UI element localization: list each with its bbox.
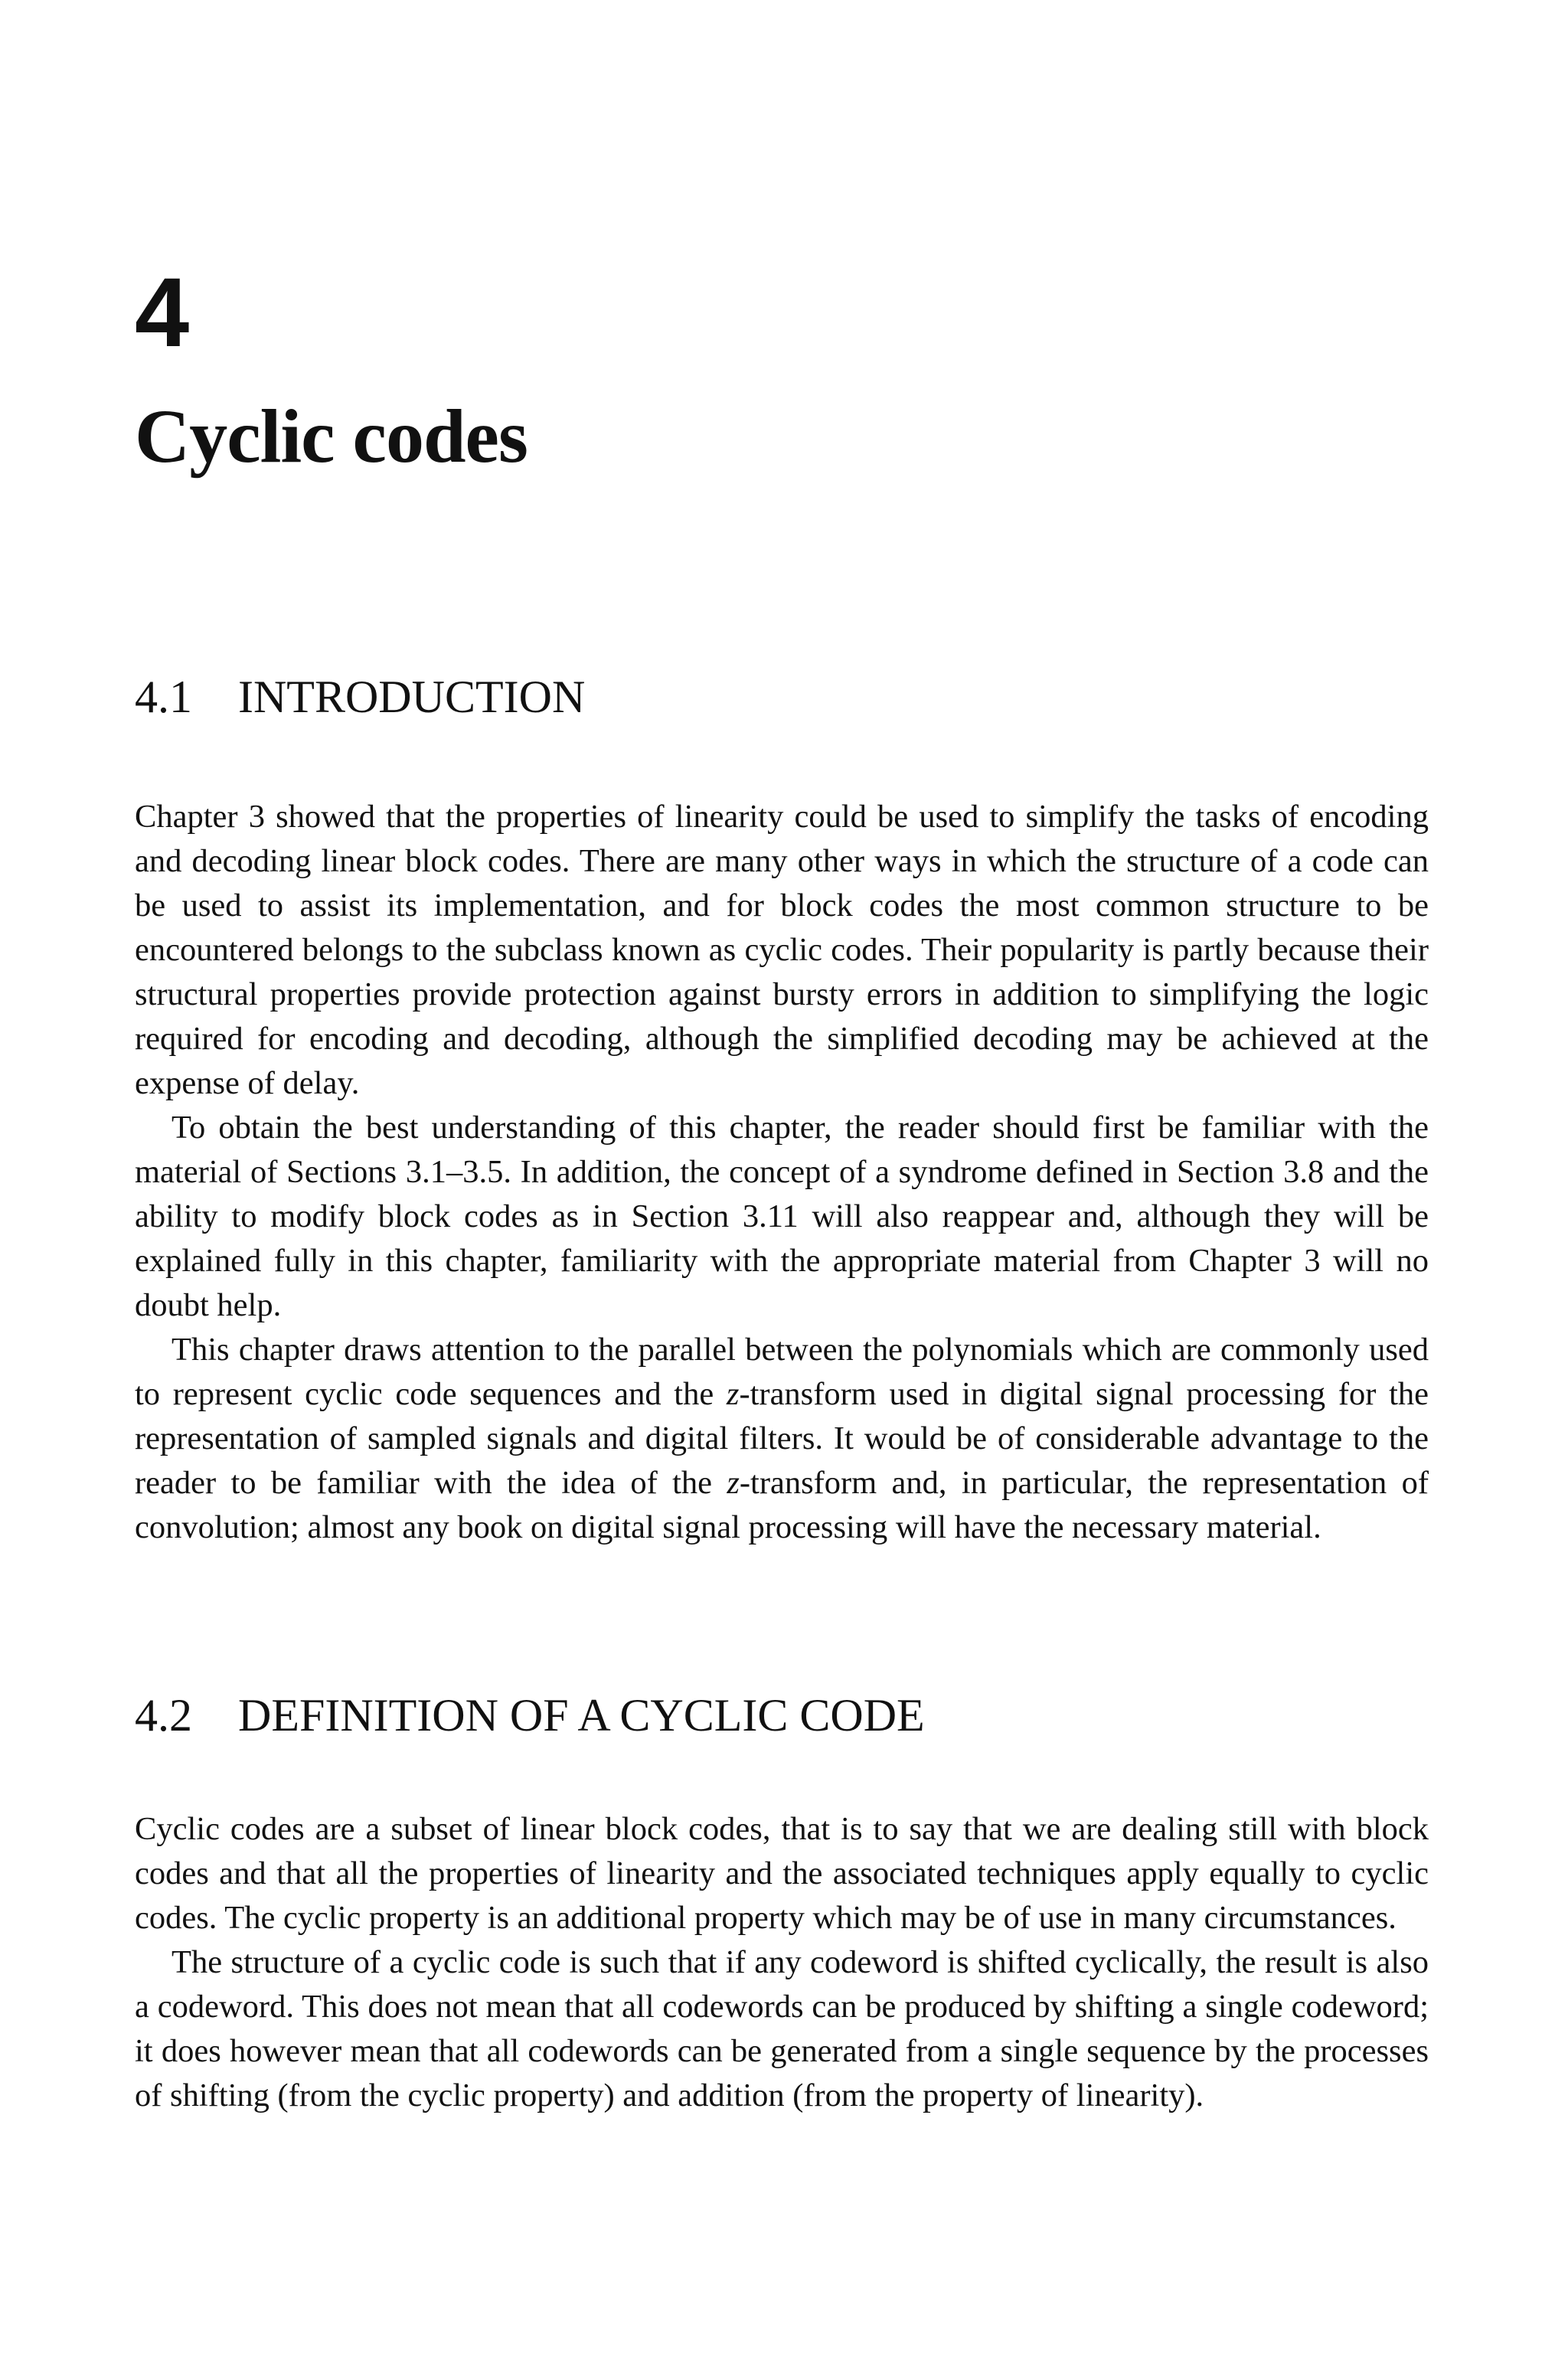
section-number: 4.2 — [135, 1690, 192, 1741]
paragraph — [135, 1328, 1429, 1550]
paragraph-text: -transform used in digital signal processing for the representation of sampled signals and digital filters. It would be of considerable advantage to the reader to be familiar with the idea of the — [135, 1376, 1429, 1501]
section-heading — [135, 1690, 1429, 1741]
paragraph: Chapter 3 showed that the properties of linearity could be used to simplify the tasks of encoding and decoding linear block codes. There are many other ways in which the structure of a code can be used to assist its implementation, and for block codes the most common structure to be encountered belongs to the subclass known as cyclic codes. Their popularity is partly because their structural properties provide protection against bursty errors in addition to simplifying the logic required for encoding and decoding, although the simplified decoding may be achieved at the expense of delay. — [135, 799, 1429, 1101]
section-introduction — [135, 672, 1429, 1545]
paragraph: The structure of a cyclic code is such that if any codeword is shifted cyclically, the result is also a codeword. This does not mean that all codewords can be produced by shifting a single codeword; it does however mean that all codewords can be generated from a single sequence by the processes of shifting (from the cyclic property) and addition (from the property of linearity). — [135, 1944, 1429, 2113]
section-heading — [135, 674, 1429, 720]
section-title: DEFINITION OF A CYCLIC CODE — [238, 1690, 925, 1741]
section-body — [135, 795, 1429, 1550]
paragraph-text: -transform and, in particular, the representation of convolution; almost any book on digital signal processing will have the necessary material. — [135, 1465, 1429, 1545]
section-definition — [135, 1690, 1429, 2113]
section-body — [135, 1807, 1429, 2118]
section-number: 4.1 — [135, 672, 192, 722]
section-title: INTRODUCTION — [238, 672, 586, 722]
chapter-number: 4 — [135, 258, 190, 368]
paragraph: To obtain the best understanding of this chapter, the reader should first be familiar with the material of Sections 3.1–3.5. In addition, the concept of a syndrome defined in Section 3.8 and the ability to modify block codes as in Section 3.11 will also reappear and, although they will be explained fully in this chapter, familiarity with the appropriate material from Chapter 3 will no doubt help. — [135, 1110, 1429, 1323]
paragraph: Cyclic codes are a subset of linear block codes, that is to say that we are dealing still with block codes and that all the properties of linearity and the associated techniques apply equally to cyclic codes. The cyclic property is an additional property which may be of use in many circumstances. — [135, 1811, 1429, 1936]
z-variable: z — [726, 1376, 740, 1412]
chapter-title: Cyclic codes — [135, 394, 528, 479]
paragraph-text: This chapter draws attention to the parallel between the polynomials which are commonly used to represent cyclic code sequences and the — [135, 1332, 1429, 1412]
z-variable: z — [727, 1465, 740, 1501]
